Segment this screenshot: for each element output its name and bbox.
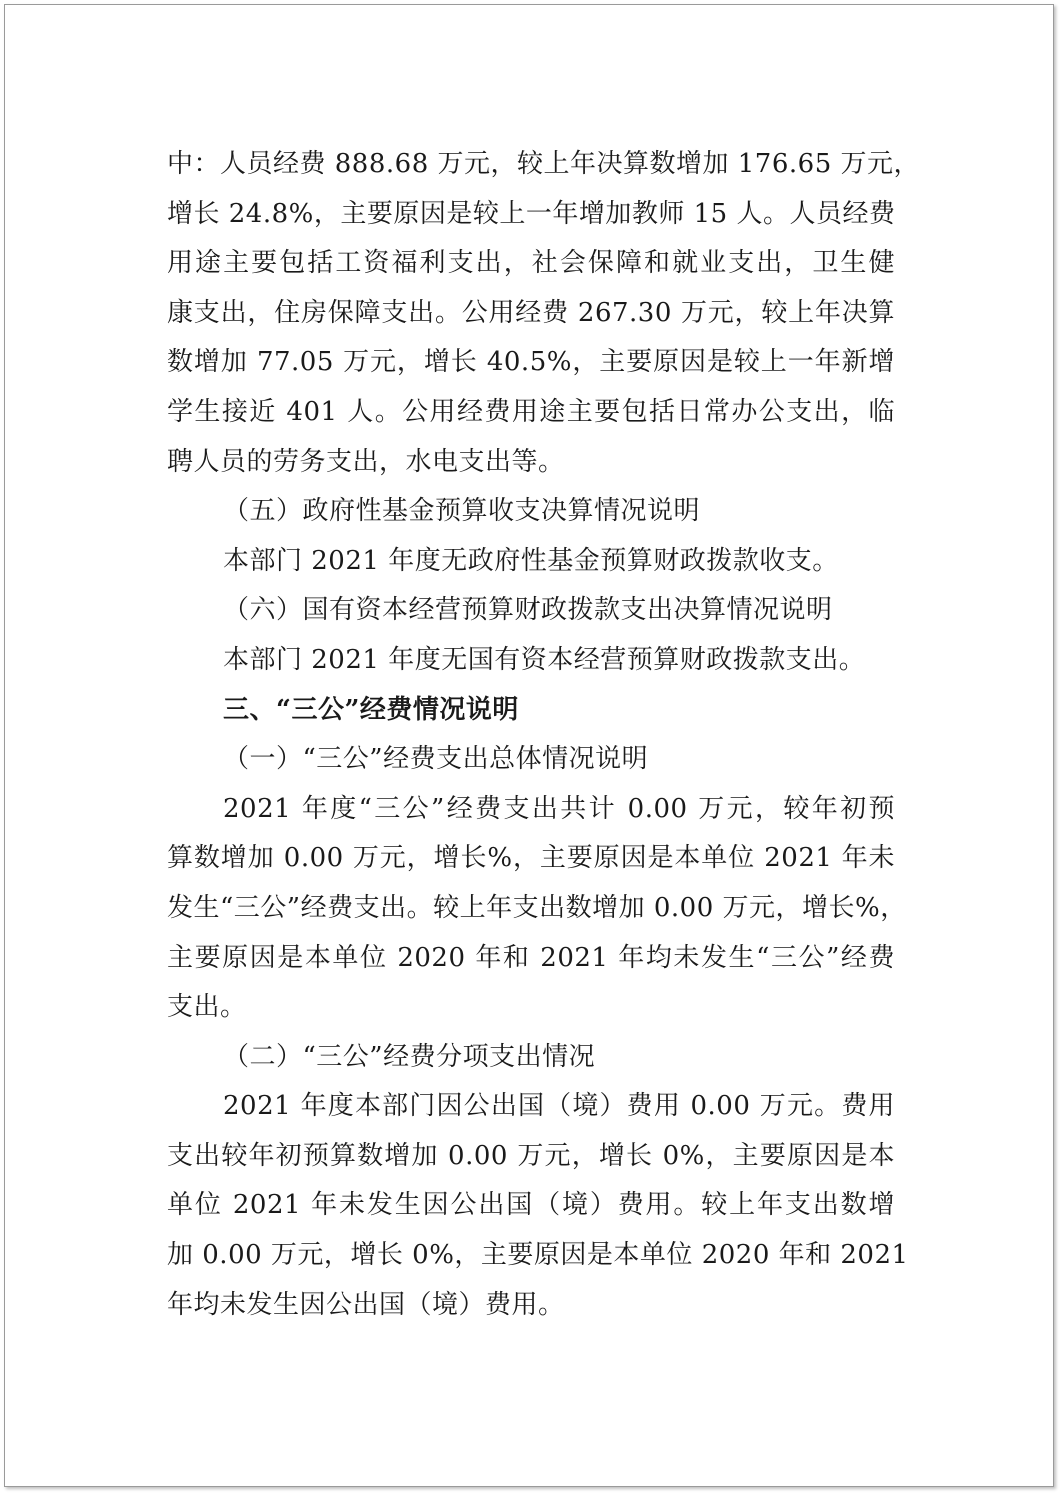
text-line: 加 0.00 万元，增长 0%，主要原因是本单位 2020 年和 2021	[167, 1240, 909, 1271]
text-line: 学生接近 401 人。公用经费用途主要包括日常办公支出，临	[167, 396, 895, 427]
paragraph-state-capital: 本部门 2021 年度无国有资本经营预算财政拨款支出。	[223, 644, 866, 675]
text-line: 2021 年度“三公”经费支出共计 0.00 万元，较年初预	[223, 793, 895, 824]
paragraph-government-fund: 本部门 2021 年度无政府性基金预算财政拨款收支。	[223, 545, 839, 576]
text-line: 康支出，住房保障支出。公用经费 267.30 万元，较上年决算	[167, 297, 895, 328]
text-line: 中：人员经费 888.68 万元，较上年决算数增加 176.65 万元，	[167, 149, 921, 179]
text-line: 聘人员的劳务支出，水电支出等。	[167, 446, 565, 477]
paragraph-personnel-public-expenses	[167, 140, 921, 487]
text-line: 发生“三公”经费支出。较上年支出数增加 0.00 万元，增长%，	[167, 892, 907, 923]
heading-three-public-overall: （一）“三公”经费支出总体情况说明	[223, 744, 649, 775]
heading-state-capital: （六）国有资本经营预算财政拨款支出决算情况说明	[223, 595, 833, 626]
text-line: 算数增加 0.00 万元，增长%，主要原因是本单位 2021 年未	[167, 843, 895, 874]
text-line: 增长 24.8%，主要原因是较上一年增加教师 15 人。人员经费	[167, 198, 896, 229]
text-line: 支出。	[167, 992, 247, 1023]
text-line: 单位 2021 年未发生因公出国（境）费用。较上年支出数增	[167, 1190, 895, 1221]
heading-three-public-expenses: 三、“三公”经费情况说明	[223, 694, 519, 725]
heading-government-fund: （五）政府性基金预算收支决算情况说明	[223, 496, 701, 527]
text-line: 主要原因是本单位 2020 年和 2021 年均未发生“三公”经费	[167, 942, 895, 973]
paragraph-three-public-overall	[167, 785, 907, 1033]
text-line: 2021 年度本部门因公出国（境）费用 0.00 万元。费用	[223, 1091, 895, 1122]
paragraph-three-public-itemized	[167, 1082, 909, 1330]
text-line: 年均未发生因公出国（境）费用。	[167, 1289, 565, 1320]
text-line: 数增加 77.05 万元，增长 40.5%，主要原因是较上一年新增	[167, 347, 895, 378]
text-line: 用途主要包括工资福利支出，社会保障和就业支出，卫生健	[167, 248, 895, 279]
document-body	[167, 140, 921, 1330]
heading-three-public-itemized: （二）“三公”经费分项支出情况	[223, 1041, 596, 1072]
text-line: 支出较年初预算数增加 0.00 万元，增长 0%，主要原因是本	[167, 1140, 895, 1171]
